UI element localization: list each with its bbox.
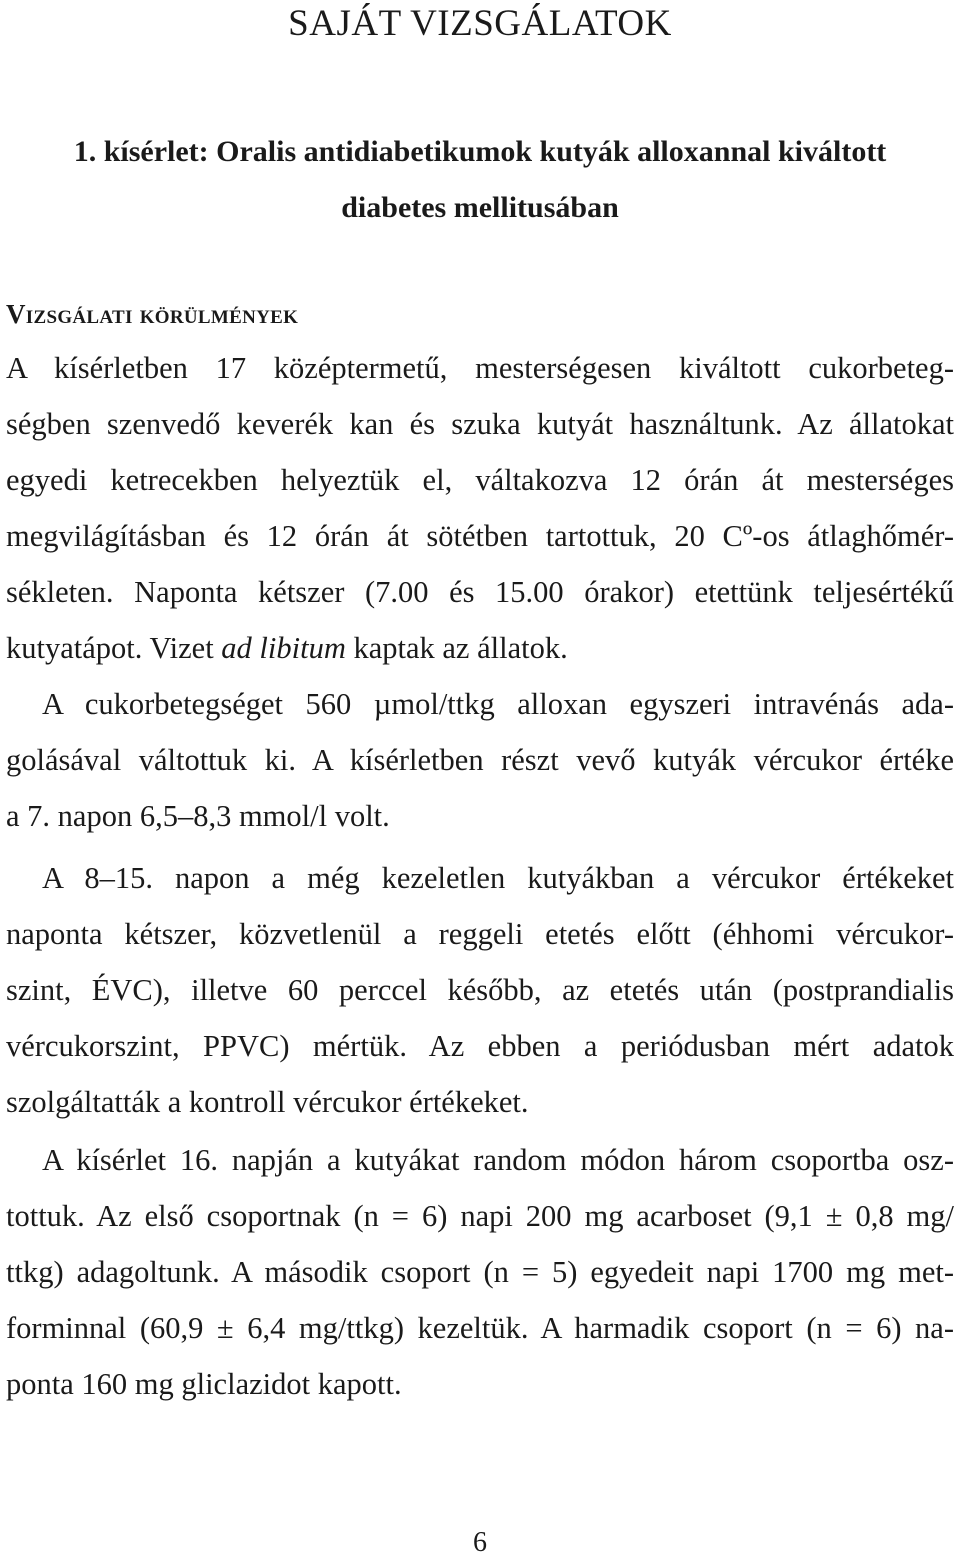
- paragraph-line: egyedi ketrecekben helyeztük el, váltakozva 12 órán át mesterséges: [6, 463, 954, 497]
- italic-phrase: ad libitum: [221, 631, 346, 665]
- paragraph-line: A cukorbetegséget 560 µmol/ttkg alloxan egyszeri intravénás ada-: [42, 687, 954, 721]
- chapter-title: SAJÁT VIZSGÁLATOK: [288, 3, 672, 44]
- paragraph-line: megvilágításban és 12 órán át sötétben tartottuk, 20 Cº-os átlaghőmér-: [6, 519, 954, 553]
- section-heading: Vizsgálati körülmények: [6, 299, 299, 329]
- paragraph-text: kutyatápot. Vizet: [6, 631, 222, 665]
- paragraph-line: forminnal (60,9 ± 6,4 mg/ttkg) kezeltük. A harmadik csoport (n = 6) na-: [6, 1311, 954, 1345]
- paragraph-groups: [6, 1132, 954, 1412]
- paragraph-line: ttkg) adagoltunk. A második csoport (n = 5) egyedeit napi 1700 mg met-: [6, 1255, 954, 1289]
- paragraph-control: [6, 850, 954, 1130]
- paragraph-line: szint, ÉVC), illetve 60 perccel később, az etetés után (postprandialis: [6, 973, 954, 1007]
- paragraph-alloxan: [6, 676, 954, 844]
- paragraph-line: sékleten. Naponta kétszer (7.00 és 15.00 órakor) etettünk teljesértékű: [6, 575, 954, 609]
- paragraph-line: golásával váltottuk ki. A kísérletben részt vevő kutyák vércukor értéke: [6, 743, 954, 777]
- page-number: 6: [473, 1527, 487, 1558]
- paragraph-line: naponta kétszer, közvetlenül a reggeli etetés előtt (éhhomi vércukor-: [6, 917, 954, 951]
- paragraph-line: A 8–15. napon a még kezeletlen kutyákban a vércukor értékeket: [42, 861, 954, 895]
- paragraph-line: vércukorszint, PPVC) mértük. Az ebben a periódusban mért adatok: [6, 1029, 954, 1063]
- paragraph-line: a 7. napon 6,5–8,3 mmol/l volt.: [6, 799, 390, 833]
- experiment-title-line-2: diabetes mellitusában: [341, 191, 619, 224]
- paragraph-line: A kísérlet 16. napján a kutyákat random módon három csoportba osz-: [42, 1143, 954, 1177]
- paragraph-line: tottuk. Az első csoportnak (n = 6) napi 200 mg acarboset (9,1 ± 0,8 mg/: [6, 1199, 954, 1233]
- paragraph-line: szolgáltatták a kontroll vércukor értékeket.: [6, 1085, 529, 1119]
- experiment-title-line-1: 1. kísérlet: Oralis antidiabetikumok kutyák alloxannal kiváltott: [73, 135, 887, 168]
- paragraph-line: ponta 160 mg gliclazidot kapott.: [6, 1367, 402, 1401]
- paragraph-line: A kísérletben 17 középtermetű, mesterségesen kiváltott cukorbeteg-: [6, 351, 954, 385]
- experiment-title: [6, 124, 954, 236]
- paragraph-text: kaptak az állatok.: [345, 631, 568, 665]
- paragraph-conditions: [6, 340, 954, 676]
- paragraph-line: ségben szenvedő keverék kan és szuka kutyát használtunk. Az állatokat: [6, 407, 954, 441]
- paragraph-line: [6, 620, 954, 676]
